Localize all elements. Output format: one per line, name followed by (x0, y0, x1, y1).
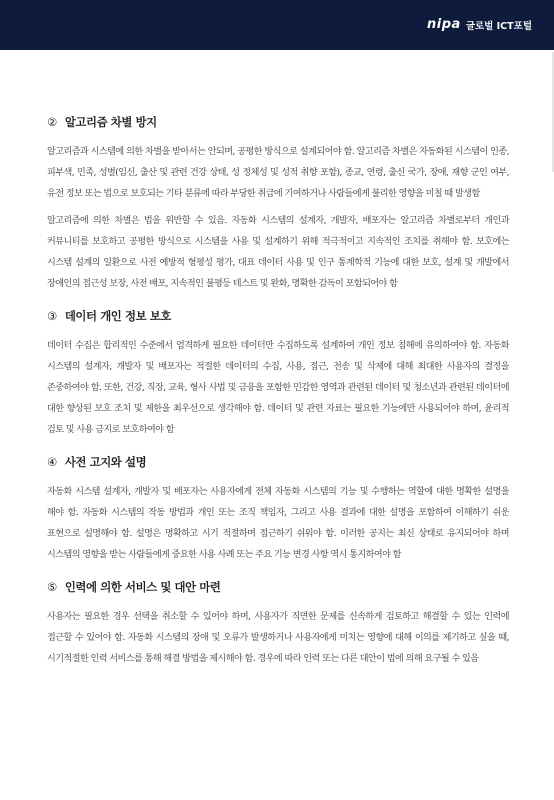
section-heading (47, 308, 509, 324)
section-heading (47, 114, 509, 130)
section-number: ③ (47, 309, 57, 323)
section-notice-explanation (47, 454, 509, 566)
section-title: 알고리즘 차별 방지 (64, 115, 157, 129)
paragraph: 데이터 수집은 합리적인 수준에서 엄격하게 필요한 데이터만 수집하도록 설계하여 개인 정보 침해에 유의하여야 함. 자동화 시스템의 설계자, 개발자 및 배포자는 적절한 데이터의 수집, 사용, 접근, 전송 및 삭제에 대해 최대한 사용자의 결정을 존중하여야 함. 또한, 건강, 직장, 교육, 형사 사법 및 금융을 포함한 민감한 영역과 관련된 데이터 및 청소년과 관련된 데이터에 대한 향상된 보호 조치 및 제한을 최우선으로 생각해야 함. 데이터 및 관련 자료는 필요한 기능에만 사용되어야 하며, 윤리적 검토 및 사용 금지로 보호하여야 함 (47, 341, 509, 435)
section-data-privacy (47, 308, 509, 441)
nipa-logo: nipa (427, 17, 461, 32)
paragraph: 사용자는 필요한 경우 선택을 취소할 수 있어야 하며, 사용자가 직면한 문제를 신속하게 검토하고 해결할 수 있는 인력에 접근할 수 있어야 함. 자동화 시스템의 장애 및 오류가 발생하거나 사용자에게 미치는 영향에 대해 이의를 제기하고 싶을 때, 시기적절한 인력 서비스를 통해 해결 방법을 제시해야 함. 경우에 따라 인력 또는 다른 대안이 법에 의해 요구될 수 있음 (47, 612, 509, 664)
brand (427, 17, 532, 32)
paragraph: 자동화 시스템 설계자, 개발자 및 배포자는 사용자에게 전체 자동화 시스템의 기능 및 수행하는 역할에 대한 명확한 설명을 해야 함. 자동화 시스템의 작동 방법과 개인 또는 조직 책임자, 그리고 사용 결과에 대한 설명을 포함하여 이해하기 쉬운 표현으로 설명해야 함. 설명은 명확하고 시기 적절하며 접근하기 쉬워야 함. 이러한 공지는 최신 상태로 유지되어야 하며 시스템의 영향을 받는 사람들에게 중요한 사용 사례 또는 주요 기능 변경 사항 역시 통지하여야 함 (47, 487, 509, 560)
section-number: ⑤ (47, 580, 57, 594)
section-title: 사전 고지와 설명 (64, 455, 147, 469)
section-heading (47, 579, 509, 595)
paragraph: 알고리즘에 의한 차별은 법을 위반할 수 있음. 자동화 시스템의 설계자, 개발자, 배포자는 알고리즘 차별로부터 개인과 커뮤니티를 보호하고 공평한 방식으로 시스템을 사용 및 설계하기 위해 적극적이고 지속적인 조치를 취해야 함. 보호에는 시스템 설계의 일환으로 사전 예방적 형평성 평가, 대표 데이터 사용 및 인구 통계학적 기능에 대한 보호, 설계 및 개발에서 장애인의 접근성 보장, 사전 배포, 지속적인 불평등 테스트 및 완화, 명확한 감독이 포함되어야 함 (47, 216, 509, 289)
portal-name: 글로벌 ICT포털 (465, 20, 532, 32)
section-number: ④ (47, 455, 57, 469)
section-number: ② (47, 115, 57, 129)
paragraph: 알고리즘과 시스템에 의한 차별을 받아서는 안되며, 공평한 방식으로 설계되어야 함. 알고리즘 차별은 자동화된 시스템이 인종, 피부색, 민족, 성별(임신, 출산 및 관련 건강 상태, 성 정체성 및 성적 취향 포함), 종교, 연령, 출신 국가, 장애, 재향 군인 여부, 유전 정보 또는 법으로 보호되는 기타 분류에 따라 부당한 취급에 기여하거나 사람들에게 불리한 영향을 미칠 때 발생함 (47, 147, 509, 199)
document-body (47, 114, 509, 683)
section-title: 데이터 개인 정보 보호 (64, 309, 171, 323)
section-heading (47, 454, 509, 470)
page-header-bar (0, 0, 554, 50)
section-algorithm-discrimination (47, 114, 509, 295)
section-human-alternatives (47, 579, 509, 670)
section-title: 인력에 의한 서비스 및 대안 마련 (64, 580, 221, 594)
